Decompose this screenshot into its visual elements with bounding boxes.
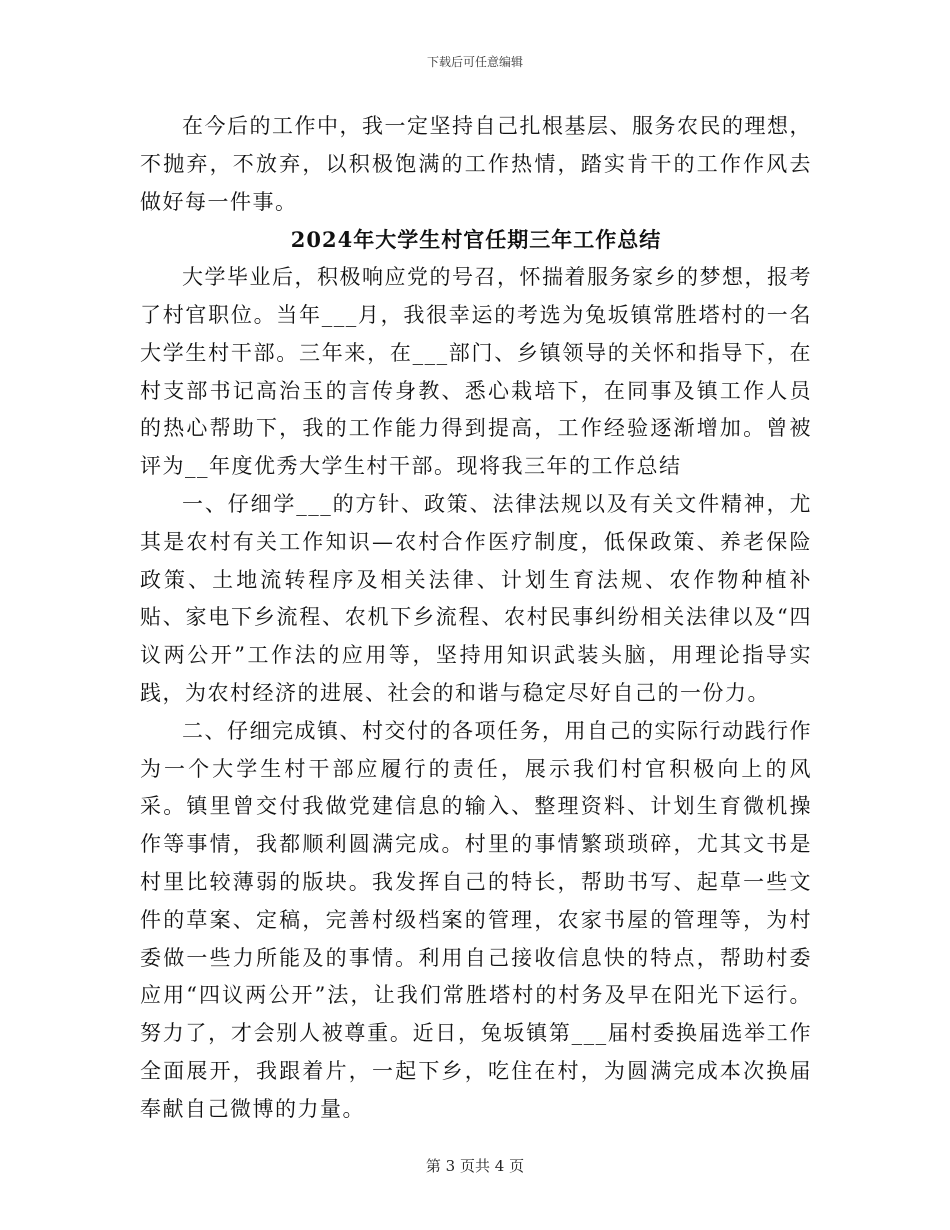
document-body	[140, 108, 812, 1129]
page-footer: 第 3 页共 4 页	[425, 1157, 525, 1175]
body-paragraph: 二、仔细完成镇、村交付的各项任务，用自己的实际行动践行作为一个大学生村干部应履行的责任，展示我们村官积极向上的风采。镇里曾交付我做党建信息的输入、整理资料、计划生育微机操作等事情，我都顺利圆满完成。村里的事情繁琐琐碎，尤其文书是村里比较薄弱的版块。我发挥自己的特长，帮助书写、起草一些文件的草案、定稿，完善村级档案的管理，农家书屋的管理等，为村委做一些力所能及的事情。利用自己接收信息快的特点，帮助村委应用“四议两公开”法，让我们常胜塔村的村务及早在阳光下运行。努力了，才会别人被尊重。近日，兔坂镇第___届村委换届选举工作全面展开，我跟着片，一起下乡，吃住在村，为圆满完成本次换届奉献自己微博的力量。	[140, 718, 812, 1121]
body-paragraph: 一、仔细学___的方针、政策、法律法规以及有关文件精神，尤其是农村有关工作知识—农村合作医疗制度，低保政策、养老保险政策、土地流转程序及相关法律、计划生育法规、农作物种植补贴、家电下乡流程、农机下乡流程、农村民事纠纷相关法律以及“四议两公开”工作法的应用等，坚持用知识武装头脑，用理论指导实践，为农村经济的进展、社会的和谐与稳定尽好自己的一份力。	[140, 491, 812, 705]
intro-paragraph: 在今后的工作中，我一定坚持自己扎根基层、服务农民的理想，不抛弃，不放弃，以积极饱满的工作热情，踏实肯干的工作作风去做好每一件事。	[140, 114, 812, 214]
page-header: 下载后可任意编辑	[426, 55, 523, 69]
document-title: 2024年大学生村官任期三年工作总结	[290, 227, 662, 253]
body-paragraph: 大学毕业后，积极响应党的号召，怀揣着服务家乡的梦想，报考了村官职位。当年___月，我很幸运的考选为兔坂镇常胜塔村的一名大学生村干部。三年来，在___部门、乡镇领导的关怀和指导下，在村支部书记高治玉的言传身教、悉心栽培下，在同事及镇工作人员的热心帮助下，我的工作能力得到提高，工作经验逐渐增加。曾被评为__年度优秀大学生村干部。现将我三年的工作总结	[140, 265, 812, 479]
